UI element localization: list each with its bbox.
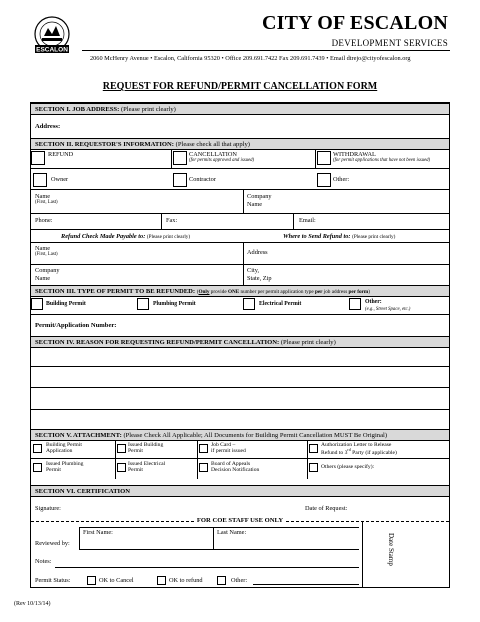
attach-board-appeals-label: Board of Appeals Decision Notification bbox=[211, 461, 260, 474]
section-3-header: SECTION III. TYPE OF PERMIT TO BE REFUNDED: (Only provide ONE number per permit application type per job address per form) bbox=[31, 285, 449, 297]
cancellation-checkbox[interactable] bbox=[173, 151, 187, 165]
payee-name-label: Name bbox=[35, 245, 51, 252]
contact-address-line: 2060 McHenry Avenue • Escalon, California 95320 • Office 209.691.7422 Fax 209.691.7439 • Email dtrejo@cityofescalon.org bbox=[90, 55, 411, 62]
signature-label: Signature: bbox=[35, 505, 61, 512]
other-permit-hint: (e.g., Street Space, etc.) bbox=[365, 307, 411, 312]
staff-use-heading: FOR COE STAFF USE ONLY bbox=[196, 517, 284, 524]
attach-others-checkbox[interactable] bbox=[309, 463, 318, 472]
attach-issued-building-checkbox[interactable] bbox=[117, 444, 126, 453]
phone-label: Phone: bbox=[35, 217, 53, 224]
ok-to-cancel-checkbox[interactable] bbox=[87, 576, 96, 585]
ok-to-cancel-label: OK to Cancel bbox=[99, 577, 134, 584]
cancellation-note: (for permits approved and issued) bbox=[189, 158, 255, 163]
city-seal-logo bbox=[30, 14, 74, 58]
section-6-header: SECTION VI. CERTIFICATION bbox=[31, 485, 449, 497]
withdrawal-label: WITHDRAWAL bbox=[333, 151, 376, 158]
attach-others-label: Others (please specify): bbox=[321, 464, 375, 470]
requestor-name-hint: (First, Last) bbox=[35, 200, 58, 205]
attach-issued-building-label: Issued Building Permit bbox=[128, 442, 164, 455]
building-permit-label: Building Permit bbox=[46, 301, 86, 307]
payee-company-label: Company bbox=[35, 267, 60, 274]
withdrawal-note: (for permit applications that have not been issued) bbox=[333, 158, 431, 163]
attach-job-card-checkbox[interactable] bbox=[199, 444, 208, 453]
contractor-label: Contractor bbox=[189, 176, 216, 183]
attach-building-application-label: Building Permit Application bbox=[46, 442, 82, 455]
form-title: REQUEST FOR REFUND/PERMIT CANCELLATION FORM bbox=[102, 81, 378, 92]
refund-checkbox[interactable] bbox=[31, 151, 45, 165]
owner-label: Owner bbox=[51, 176, 69, 183]
company-name-label: Name bbox=[247, 201, 263, 208]
attach-issued-plumbing-checkbox[interactable] bbox=[33, 463, 42, 472]
job-address-label: Address: bbox=[35, 123, 61, 130]
staff-other-label: Other: bbox=[231, 577, 248, 584]
attach-authorization-checkbox[interactable] bbox=[309, 444, 318, 453]
other-permit-checkbox[interactable] bbox=[349, 298, 361, 310]
cancellation-label: CANCELLATION bbox=[189, 151, 237, 158]
payable-heading: Refund Check Made Payable to: (Please print clearly) bbox=[61, 233, 191, 240]
revision-date: (Rev 10/13/14) bbox=[14, 601, 51, 607]
send-heading: Where to Send Refund to: (Please print clearly) bbox=[283, 233, 396, 240]
reviewed-by-label: Reviewed by: bbox=[35, 540, 70, 547]
fax-label: Fax: bbox=[166, 217, 178, 224]
section-5-header: SECTION V. ATTACHMENT: (Please Check All Applicable; All Documents for Building Permit Cancellation MUST Be Original) bbox=[31, 429, 449, 441]
payee-company-name-label: Name bbox=[35, 275, 51, 282]
electrical-permit-label: Electrical Permit bbox=[259, 301, 302, 307]
requestor-name-label: Name bbox=[35, 193, 51, 200]
other-requestor-label: Other: bbox=[333, 176, 350, 183]
email-label: Email: bbox=[299, 217, 316, 224]
city-name: CITY OF ESCALON bbox=[262, 12, 448, 34]
owner-checkbox[interactable] bbox=[33, 173, 47, 187]
plumbing-permit-label: Plumbing Permit bbox=[153, 301, 196, 307]
notes-label: Notes: bbox=[35, 558, 52, 565]
other-requestor-checkbox[interactable] bbox=[317, 173, 331, 187]
attach-job-card-label: Job Card – if permit issued bbox=[211, 442, 246, 455]
company-label: Company bbox=[247, 193, 272, 200]
city-label: City, bbox=[247, 267, 260, 274]
date-of-request-label: Date of Request: bbox=[305, 505, 348, 512]
section-2-header: SECTION II. REQUESTOR'S INFORMATION: (Please check all that apply) bbox=[31, 138, 449, 150]
attach-authorization-label: Authorization Letter to Release Refund to 3rd Party (if applicable) bbox=[321, 442, 397, 457]
send-address-label: Address bbox=[247, 249, 268, 256]
refund-label: REFUND bbox=[48, 151, 74, 158]
ok-to-refund-checkbox[interactable] bbox=[157, 576, 166, 585]
section-4-header: SECTION IV. REASON FOR REQUESTING REFUND/PERMIT CANCELLATION: (Please print clearly) bbox=[31, 336, 449, 348]
section-1-header: SECTION I. JOB ADDRESS: (Please print clearly) bbox=[31, 103, 449, 115]
staff-first-name-label: First Name: bbox=[83, 529, 113, 536]
plumbing-permit-checkbox[interactable] bbox=[137, 298, 149, 310]
header-divider bbox=[82, 50, 450, 51]
staff-last-name-label: Last Name: bbox=[217, 529, 247, 536]
permit-number-label: Permit/Application Number: bbox=[35, 322, 117, 329]
attach-building-application-checkbox[interactable] bbox=[33, 444, 42, 453]
building-permit-checkbox[interactable] bbox=[31, 298, 43, 310]
svg-text:ESCALON: ESCALON bbox=[36, 46, 68, 54]
date-stamp-label: Date Stamp bbox=[387, 533, 395, 566]
form-frame bbox=[30, 102, 450, 588]
attach-issued-plumbing-label: Issued Plumbing Permit bbox=[46, 461, 84, 474]
attach-issued-electrical-label: Issued Electrical Permit bbox=[128, 461, 166, 474]
payee-name-hint: (First, Last) bbox=[35, 252, 58, 257]
department-name: DEVELOPMENT SERVICES bbox=[331, 38, 448, 48]
state-zip-label: State, Zip bbox=[247, 275, 272, 282]
attach-issued-electrical-checkbox[interactable] bbox=[117, 463, 126, 472]
withdrawal-checkbox[interactable] bbox=[317, 151, 331, 165]
attach-board-appeals-checkbox[interactable] bbox=[199, 463, 208, 472]
staff-other-checkbox[interactable] bbox=[217, 576, 226, 585]
ok-to-refund-label: OK to refund bbox=[169, 577, 203, 584]
contractor-checkbox[interactable] bbox=[173, 173, 187, 187]
permit-status-label: Permit Status: bbox=[35, 577, 71, 584]
electrical-permit-checkbox[interactable] bbox=[243, 298, 255, 310]
other-permit-label: Other: bbox=[365, 299, 382, 305]
